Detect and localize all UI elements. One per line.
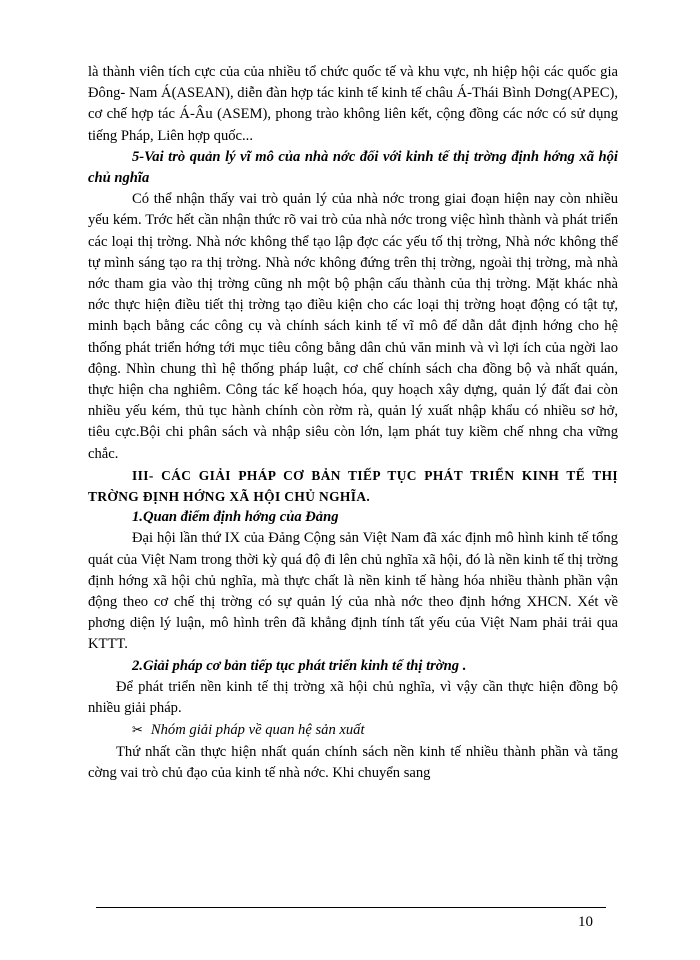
paragraph-solutions-intro: Để phát triển nền kinh tế thị trờng xã hội chủ nghĩa, vì vậy cần thực hiện đồng bộ nhiều giải pháp. [88, 678, 618, 717]
bullet-item [88, 719, 618, 741]
footer-divider [96, 907, 606, 908]
section-heading-1: 1.Quan điểm định hớng của Đảng [132, 509, 339, 526]
paragraph-first-solution: Thứ nhất cần thực hiện nhất quán chính sách nền kinh tế nhiều thành phần và tăng cờng vai trò chủ đạo của kinh tế nhà nớc. Khi chuyển sang [88, 743, 618, 781]
section-heading-2: 2.Giải pháp cơ bản tiếp tục phát triển kinh tế thị trờng . [132, 657, 467, 674]
scissors-icon: ✂ [132, 722, 143, 738]
chapter-heading-iii: III- CÁC GIẢI PHÁP CƠ BẢN TIẾP TỤC PHÁT TRIỂN KINH TẾ THỊ TRỜNG ĐỊNH HỚNG XÃ HỘI CHỦ NGHĨA. [88, 467, 618, 505]
paragraph-international-membership: là thành viên tích cực của của nhiều tổ chức quốc tế và khu vực, nh hiệp hội các quốc gia Đông- Nam Á(ASEAN), diễn đàn hợp tác kinh tế kinh tế châu Á-Thái Bình Dơng(APEC), cơ chế hợp tác Á-Âu (ASEM), phong trào không liên kết, cộng đồng các nớc có sử dụng tiếng Pháp, Liên hợp quốc... [88, 64, 618, 144]
page-body [88, 62, 618, 784]
page-number: 10 [578, 914, 593, 930]
paragraph-party-viewpoint: Đại hội lần thứ IX của Đảng Cộng sản Việt Nam đã xác định mô hình kinh tế tổng quát của Việt Nam trong thời kỳ quá độ đi lên chủ nghĩa xã hội, đó là nền kinh tế thị trờng định hớng xã hội chủ nghĩa, mà thực chất là nền kinh tế hàng hóa nhiều thành phần vận động theo cơ chế thị trờng có sự quản lý của nhà nớc theo định hớng XHCN. Xét về phơng diện lý luận, mô hình trên đã khẳng định tính tất yếu của Việt Nam phải trải qua KTTT. [88, 530, 618, 653]
section-heading-5: 5-Vai trò quản lý vĩ mô của nhà nớc đối với kinh tế thị trờng định hớng xã hội chủ nghĩa [88, 148, 618, 187]
paragraph-state-role: Có thể nhận thấy vai trò quản lý của nhà nớc trong giai đoạn hiện nay còn nhiều yếu kém. Trớc hết cần nhận thức rõ vai trò của nhà nớc trong việc hình thành và phát triển các loại thị trờng. Nhà nớc không thể tạo lập đợc các yếu tố thị trờng, Nhà nớc không thể tự mình sáng tạo ra thị trờng. Nhà nớc không đứng trên thị trờng, ngoài thị trờng, mà nhà nớc tham gia vào thị trờng cũng nh một bộ phận cấu thành của thị trờng. Mặt khác nhà nớc thực hiện điều tiết thị trờng tạo điều kiện cho các loại thị trờng hoạt động có tật tự, minh bạch bằng các công cụ và chính sách kinh tế vĩ mô để dẫn dắt định hớng cho hệ thống phát triển hớng tới mục tiêu công bằng dân chủ văn minh và vì lợi ích của ngời lao động. Nhìn chung thì hệ thống pháp luật, cơ chế chính sách cha đồng bộ và nhất quán, thực hiện cha nghiêm. Công tác kế hoạch hóa, quy hoạch xây dựng, quản lý đất đai còn nhiều yếu kém, thủ tục hành chính còn rờm rà, quản lý xuất nhập khẩu có nhiều sơ hở, tiêu cực.Bội chi phân sách và nhập siêu còn lớn, lạm phát tuy kiềm chế nhng cha vững chắc. [88, 191, 618, 462]
bullet-item-text: Nhóm giải pháp về quan hệ sản xuất [150, 722, 365, 739]
